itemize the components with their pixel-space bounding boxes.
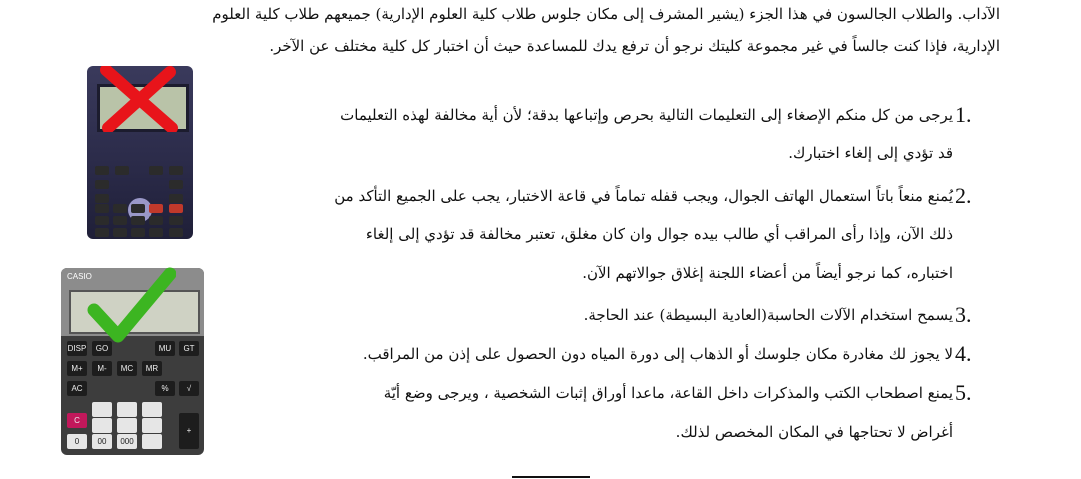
- page-bottom-rule: [512, 476, 590, 478]
- calc-key: DISP: [67, 341, 87, 356]
- calc-key: MU: [155, 341, 175, 356]
- intro-line-2: الإدارية، فإذا كنت جالساً في غير مجموعة كليتك نرجو أن ترفع يدك للمساعدة حيث أن اختبار كل كلية مختلف عن الآخر.: [269, 37, 1000, 55]
- calc-key: GT: [179, 341, 199, 356]
- item-5-line-1: يمنع اصطحاب الكتب والمذكرات داخل القاعة، ماعدا أوراق إثبات الشخصية ، ويرجى وضع أيّة: [383, 384, 953, 402]
- calc-key: 00: [92, 434, 112, 449]
- calc-key: +: [179, 413, 199, 449]
- item-3-line-1: يسمح استخدام الآلات الحاسبة(العادية البسيطة) عند الحاجة.: [583, 306, 953, 324]
- item-number-5: 5.: [955, 380, 972, 405]
- item-1-line-2: قد تؤدي إلى إلغاء اختبارك.: [788, 144, 953, 162]
- intro-line-1: الآداب. والطلاب الجالسون في هذا الجزء (يشير المشرف إلى مكان جلوس طلاب كلية العلوم الإدارية) جميعهم طلاب كلية العلوم: [212, 5, 1000, 23]
- calc-key: AC: [67, 381, 87, 396]
- check-mark-icon: [86, 266, 176, 344]
- calc-key: MC: [117, 361, 137, 376]
- item-2-line-2: ذلك الآن، وإذا رأى المراقب أي طالب بيده جوال وان كان مغلق، تعتبر مخالفة قد تؤدي إلى إلغاء: [365, 225, 953, 243]
- calc-key: %: [155, 381, 175, 396]
- item-2-line-3: اختباره، كما نرجو أيضاً من أعضاء اللجنة إغلاق جوالاتهم الآن.: [582, 264, 953, 282]
- calc-key: √: [179, 381, 199, 396]
- calc-key: M-: [92, 361, 112, 376]
- item-number-1: 1.: [955, 102, 972, 127]
- calc-key: M+: [67, 361, 87, 376]
- item-number-3: 3.: [955, 302, 972, 327]
- calc-key: MR: [142, 361, 162, 376]
- item-1-line-1: يرجى من كل منكم الإصغاء إلى التعليمات التالية بحرص وإتباعها بدقة؛ لأن أية مخالفة لهذه التعليمات: [340, 106, 953, 124]
- item-number-2: 2.: [955, 183, 972, 208]
- cross-mark-icon: [100, 66, 178, 132]
- calculator-brand: CASIO: [67, 272, 92, 281]
- item-number-4: 4.: [955, 341, 972, 366]
- calc-key: 000: [117, 434, 137, 449]
- calc-key: 0: [67, 434, 87, 449]
- item-2-line-1: يُمنع منعاً باتاً استعمال الهاتف الجوال، ويجب قفله تماماً في قاعة الاختبار، يجب على الجميع التأكد من: [334, 187, 953, 205]
- calc-key: GO: [92, 341, 112, 356]
- item-5-line-2: أغراض لا تحتاجها في المكان المخصص لذلك.: [675, 423, 953, 441]
- item-4-line-1: لا يجوز لك مغادرة مكان جلوسك أو الذهاب إلى دورة المياه دون الحصول على إذن من المراقب.: [362, 345, 953, 363]
- calc-key: C: [67, 413, 87, 428]
